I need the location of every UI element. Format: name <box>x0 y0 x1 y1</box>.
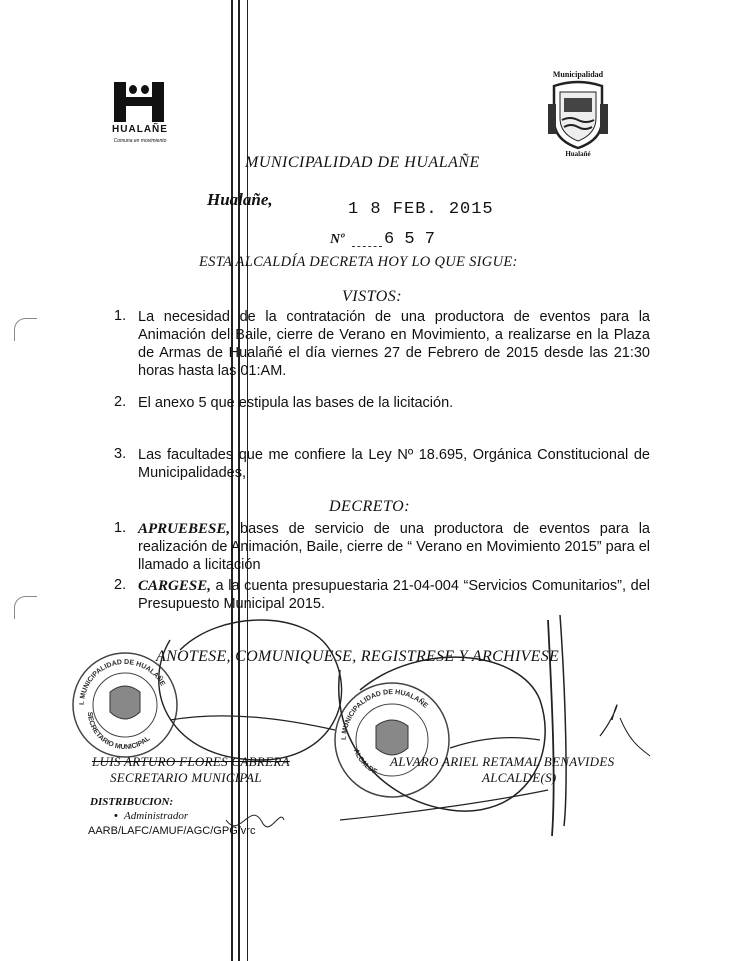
distribution-item <box>114 810 188 822</box>
decreto-keyword: APRUEBESE, <box>138 521 231 537</box>
crest-top-label: Municipalidad <box>552 70 604 79</box>
decreto-text: a la cuenta presupuestaria 21-04-004 “Servicios Comunitarios”, del Presupuesto Municipal 2015. <box>138 578 650 612</box>
date-stamp: 1 8 FEB. 2015 <box>348 200 494 219</box>
vistos-heading: VISTOS: <box>342 288 403 305</box>
brand-name: HUALAÑE <box>112 124 168 135</box>
secretary-role: SECRETARIO MUNICIPAL <box>110 770 262 785</box>
seal-bottom-text: SECRETARIO MUNICIPAL <box>85 711 152 752</box>
decreto-item-number: 2. <box>114 577 127 593</box>
secretary-name: LUIS ARTURO FLORES CABRERA <box>92 754 290 769</box>
vistos-item-number: 1. <box>114 308 127 324</box>
decreto-heading: DECRETO: <box>329 498 411 515</box>
number-label: Nº <box>330 232 345 247</box>
closing-line: ANOTESE, COMUNIQUESE, REGISTRESE Y ARCHIVESE <box>156 648 560 665</box>
brand-tagline: Comuna en movimiento <box>113 138 167 144</box>
decreto-item-number: 1. <box>114 520 127 536</box>
decree-number: 6 5 7 <box>384 230 436 249</box>
document-title: MUNICIPALIDAD DE HUALAÑE <box>245 154 480 171</box>
mayor-name: ALVARO ARIEL RETAMAL BENAVIDES <box>390 754 615 769</box>
seal-top-text: I. MUNICIPALIDAD DE HUALAÑE <box>340 688 429 741</box>
vistos-item-number: 2. <box>114 394 127 410</box>
vistos-item-number: 3. <box>114 446 127 462</box>
vistos-item-2: El anexo 5 que estipula las bases de la licitación. <box>138 395 454 411</box>
vistos-item-1: La necesidad de la contratación de una productora de eventos para la Animación del Baile, cierre de Verano en Movimiento, a realizarse en la Plaza de Armas de Hualañé el día viernes 27 de Febrero de 2015 desde las 21:30 horas hasta las 01:AM. <box>138 309 650 379</box>
mayor-role: ALCALDE(S) <box>482 770 557 785</box>
decree-intro: ESTA ALCALDÍA DECRETA HOY LO QUE SIGUE: <box>199 254 518 270</box>
distribution-item-text: Administrador <box>123 810 189 822</box>
place-label: Hualañe, <box>207 190 273 209</box>
distribution-label: DISTRIBUCION: <box>90 796 174 808</box>
seal-top-text: I. MUNICIPALIDAD DE HUALAÑE <box>78 658 166 706</box>
bullet-icon: • <box>114 810 124 822</box>
decreto-text: bases de servicio de una productora de eventos para la realización de Animación, Baile, cierre de “ Verano en Movimiento 2015” para el llamado a licitación <box>138 521 650 573</box>
distribution-initials: AARB/LAFC/AMUF/AGC/GPG/vrc <box>88 825 256 837</box>
vistos-item-3: Las facultades que me confiere la Ley Nº 18.695, Orgánica Constitucional de Municipalidades, <box>138 447 650 481</box>
crest-bottom-label: Hualañé <box>565 150 591 158</box>
decreto-keyword: CARGESE, <box>138 578 211 594</box>
seal-bottom-text: ALCALDE <box>352 748 379 777</box>
